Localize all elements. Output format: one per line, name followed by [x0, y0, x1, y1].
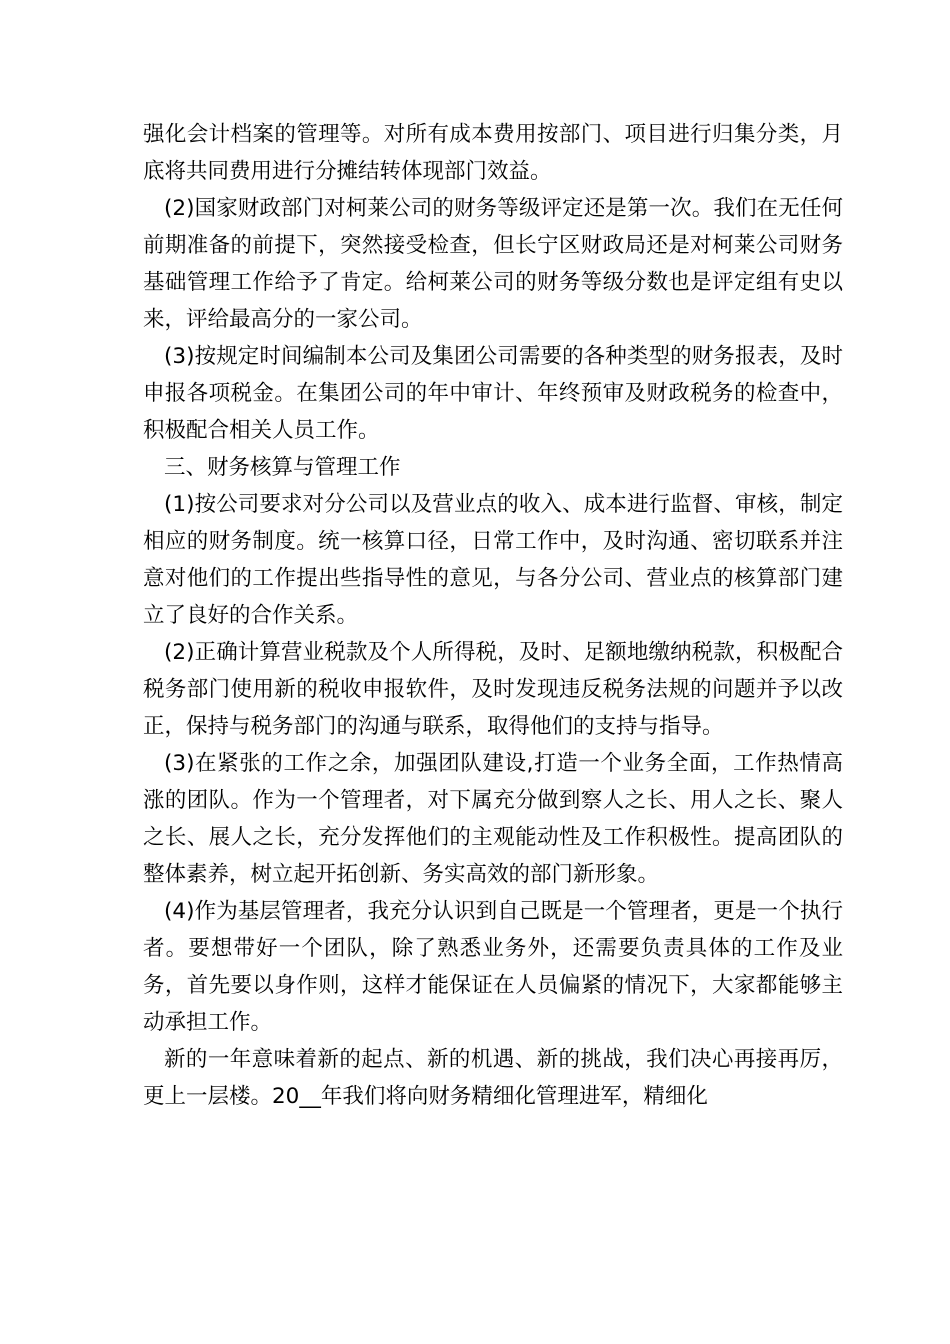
body-paragraph: (1)按公司要求对分公司以及营业点的收入、成本进行监督、审核，制定相应的财务制度。统一核算口径，日常工作中，及时沟通、密切联系并注意对他们的工作提出些指导性的意见，与各分公司、营业点的核算部门建立了良好的合作关系。 — [143, 492, 843, 628]
body-paragraph: 强化会计档案的管理等。对所有成本费用按部门、项目进行归集分类，月底将共同费用进行分摊结转体现部门效益。 — [143, 122, 843, 184]
body-paragraph: (4)作为基层管理者，我充分认识到自己既是一个管理者，更是一个执行者。要想带好一个团队，除了熟悉业务外，还需要负责具体的工作及业务，首先要以身作则，这样才能保证在人员偏紧的情况下，大家都能够主动承担工作。 — [143, 899, 843, 1035]
body-paragraph: (3)在紧张的工作之余，加强团队建设,打造一个业务全面，工作热情高涨的团队。作为一个管理者，对下属充分做到察人之长、用人之长、聚人之长、展人之长，充分发挥他们的主观能动性及工作积极性。提高团队的整体素养，树立起开拓创新、务实高效的部门新形象。 — [143, 751, 843, 887]
body-paragraph: (3)按规定时间编制本公司及集团公司需要的各种类型的财务报表，及时申报各项税金。在集团公司的年中审计、年终预审及财政税务的检查中，积极配合相关人员工作。 — [143, 344, 843, 443]
body-paragraph: (2)正确计算营业税款及个人所得税，及时、足额地缴纳税款，积极配合税务部门使用新的税收申报软件，及时发现违反税务法规的问题并予以改正，保持与税务部门的沟通与联系，取得他们的支持与指导。 — [143, 640, 843, 739]
section-heading: 三、财务核算与管理工作 — [164, 455, 401, 480]
body-paragraph: 新的一年意味着新的起点、新的机遇、新的挑战，我们决心再接再厉，更上一层楼。20__年我们将向财务精细化管理进军，精细化 — [143, 1047, 843, 1109]
document-page — [143, 116, 843, 1115]
body-paragraph: (2)国家财政部门对柯莱公司的财务等级评定还是第一次。我们在无任何前期准备的前提下，突然接受检查，但长宁区财政局还是对柯莱公司财务基础管理工作给予了肯定。给柯莱公司的财务等级分数也是评定组有史以来，评给最高分的一家公司。 — [143, 196, 843, 332]
